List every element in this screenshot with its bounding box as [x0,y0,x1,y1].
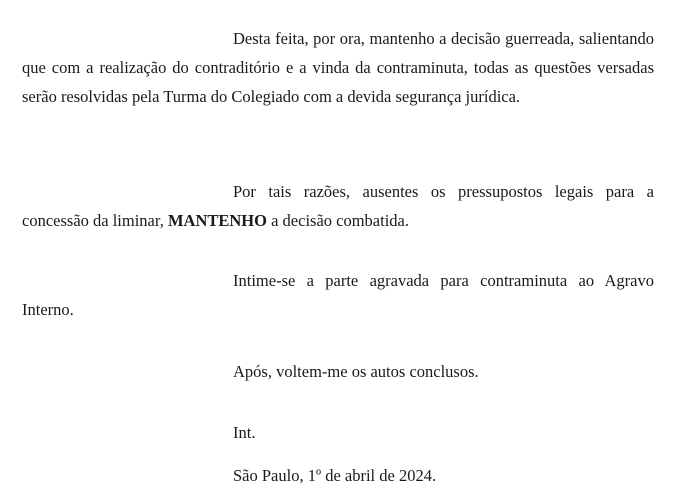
paragraph-summons: Intime-se a parte agravada para contraminuta ao Agravo Interno. [22,271,654,319]
reasons-text-end: a decisão combatida. [266,211,409,230]
paragraph-int: Int. [233,423,256,442]
paragraph-decision-maintained: Desta feita, por ora, mantenho a decisão guerreada, salientando que com a realização do contraditório e a vinda da contraminuta, todas as questões versadas serão resolvidas pela Turma do Colegiado com a devida segurança jurídica. [22,29,654,106]
mantenho-emphasis: MANTENHO [167,211,267,230]
paragraph-return-records: Após, voltem-me os autos conclusos. [233,362,479,381]
place-and-date: São Paulo, 1º de abril de 2024. [233,466,437,485]
paragraph-reasons [22,177,654,235]
reasons-text: Por tais razões, ausentes os pressupostos legais para a concessão da liminar, [22,182,654,230]
